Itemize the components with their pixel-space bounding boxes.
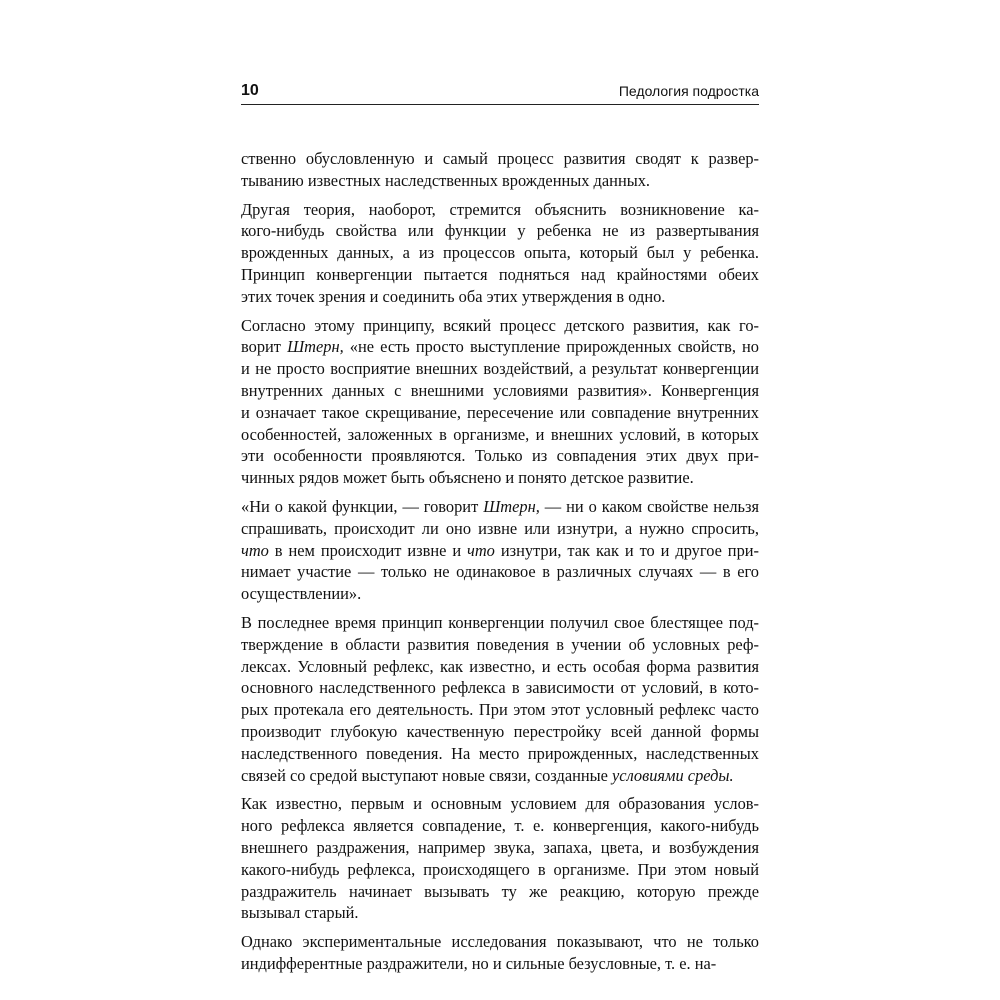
text-run: чинных рядов может быть объяснено и понято детское развитие.	[241, 468, 694, 488]
text-run: раздражитель начинает вызывать ту же реакцию, которую прежде	[241, 881, 759, 901]
text-line	[241, 793, 759, 815]
text-run: ворит	[241, 337, 288, 357]
italic-text: условиями среды.	[612, 765, 734, 785]
text-line	[241, 315, 759, 337]
text-line	[241, 953, 759, 975]
text-run: ственно обусловленную и самый процесс развития сводят к развер-	[241, 149, 759, 168]
text-run: тверждение в области развития поведения в учении об условных реф-	[241, 634, 759, 654]
text-run: В последнее время принцип конвергенции получил свое блестящее под-	[241, 612, 759, 632]
text-line	[241, 242, 759, 264]
text-run: Принцип конвергенции пытается подняться над крайностями обеих	[241, 264, 759, 284]
text-line	[241, 518, 759, 540]
italic-text: Штерн,	[287, 337, 344, 357]
paragraph	[241, 496, 759, 605]
text-line	[241, 220, 759, 242]
text-run: Согласно этому принципу, всякий процесс детского развития, как го-	[241, 315, 759, 335]
text-run: и не просто восприятие внешних воздействий, а результат конвергенции	[241, 359, 759, 379]
text-run: в нем происходит извне и	[268, 540, 468, 560]
text-line	[241, 677, 759, 699]
text-run: индифферентные раздражители, но и сильные безусловные, т. е. на-	[241, 953, 717, 973]
text-run: «Ни о какой функции, — говорит	[241, 496, 484, 516]
text-line	[241, 264, 759, 286]
text-line	[241, 199, 759, 221]
text-line	[241, 286, 759, 308]
running-title: Педология подростка	[618, 83, 759, 99]
text-line	[241, 380, 759, 402]
text-line	[241, 765, 759, 787]
body-text	[241, 148, 759, 975]
text-run: — ни о каком свойстве нельзя	[539, 496, 759, 516]
page-header	[241, 78, 759, 105]
text-run: какого-нибудь рефлекса, происходящего в организме. При этом новый	[241, 859, 759, 879]
text-line	[241, 656, 759, 678]
book-page	[241, 78, 759, 988]
paragraph	[241, 793, 759, 924]
text-line	[241, 931, 759, 953]
text-run: внутренних данных с внешними условиями развития». Конвергенция	[241, 380, 759, 400]
text-run: наследственного поведения. На место прирожденных, наследственных	[241, 743, 759, 763]
text-run: «не есть просто выступление прирожденных свойств, но	[343, 337, 759, 357]
text-line	[241, 424, 759, 446]
italic-text: что	[467, 540, 495, 560]
paragraph	[241, 931, 759, 975]
text-run: кого-нибудь свойства или функции у ребенка не из развертывания	[241, 221, 759, 241]
text-run: нимает участие — только не одинаковое в различных случаях — в его	[241, 562, 759, 582]
text-run: осуществлении».	[241, 584, 362, 604]
text-line	[241, 402, 759, 424]
text-line	[241, 445, 759, 467]
italic-text: что	[241, 540, 269, 560]
text-run: Как известно, первым и основным условием для образования услов-	[241, 794, 759, 814]
text-run: врожденных данных, а из процессов опыта, который был у ребенка.	[241, 243, 759, 263]
text-run: ного рефлекса является совпадение, т. е. конвергенция, какого-нибудь	[241, 816, 759, 836]
text-line	[241, 496, 759, 518]
paragraph	[241, 612, 759, 786]
text-line	[241, 815, 759, 837]
text-run: изнутри, так как и то и другое при-	[494, 540, 759, 560]
italic-text: Штерн,	[483, 496, 540, 516]
text-line	[241, 561, 759, 583]
text-run: этих точек зрения и соединить оба этих утверждения в одно.	[241, 286, 666, 306]
text-line	[241, 721, 759, 743]
text-run: вызывал старый.	[241, 903, 359, 923]
text-run: лексах. Условный рефлекс, как известно, и есть особая форма развития	[241, 656, 759, 676]
text-line	[241, 859, 759, 881]
text-run: основного наследственного рефлекса в зависимости от условий, в кото-	[241, 678, 759, 698]
text-line	[241, 902, 759, 924]
page-number: 10	[241, 82, 259, 99]
text-run: эти особенности проявляются. Только из совпадения этих двух при-	[241, 446, 759, 466]
text-run: связей со средой выступают новые связи, созданные	[241, 765, 613, 785]
text-run: и означает такое скрещивание, пересечение или совпадение внутренних	[241, 402, 759, 422]
text-run: производит глубокую качественную перестройку всей данной формы	[241, 721, 759, 741]
text-run: внешнего раздражения, например звука, запаха, цвета, и возбуждения	[241, 837, 759, 857]
text-line	[241, 583, 759, 605]
text-line	[241, 634, 759, 656]
text-run: особенностей, заложенных в организме, и внешних условий, в которых	[241, 424, 759, 444]
text-run: тыванию известных наследственных врожденных данных.	[241, 170, 651, 190]
text-line	[241, 358, 759, 380]
paragraph	[241, 315, 759, 489]
text-line	[241, 336, 759, 358]
text-run: спрашивать, происходит ли оно извне или изнутри, а нужно спросить,	[241, 518, 759, 538]
text-line	[241, 612, 759, 634]
paragraph	[241, 199, 759, 308]
text-line	[241, 699, 759, 721]
text-line	[241, 148, 759, 170]
paragraph	[241, 148, 759, 192]
text-run: рых протекала его деятельность. При этом этот условный рефлекс часто	[241, 700, 759, 720]
text-line	[241, 743, 759, 765]
text-run: Однако экспериментальные исследования показывают, что не только	[241, 932, 759, 952]
text-line	[241, 540, 759, 562]
text-line	[241, 170, 759, 192]
text-line	[241, 881, 759, 903]
text-line	[241, 837, 759, 859]
text-line	[241, 467, 759, 489]
text-run: Другая теория, наоборот, стремится объяснить возникновение ка-	[241, 199, 759, 219]
